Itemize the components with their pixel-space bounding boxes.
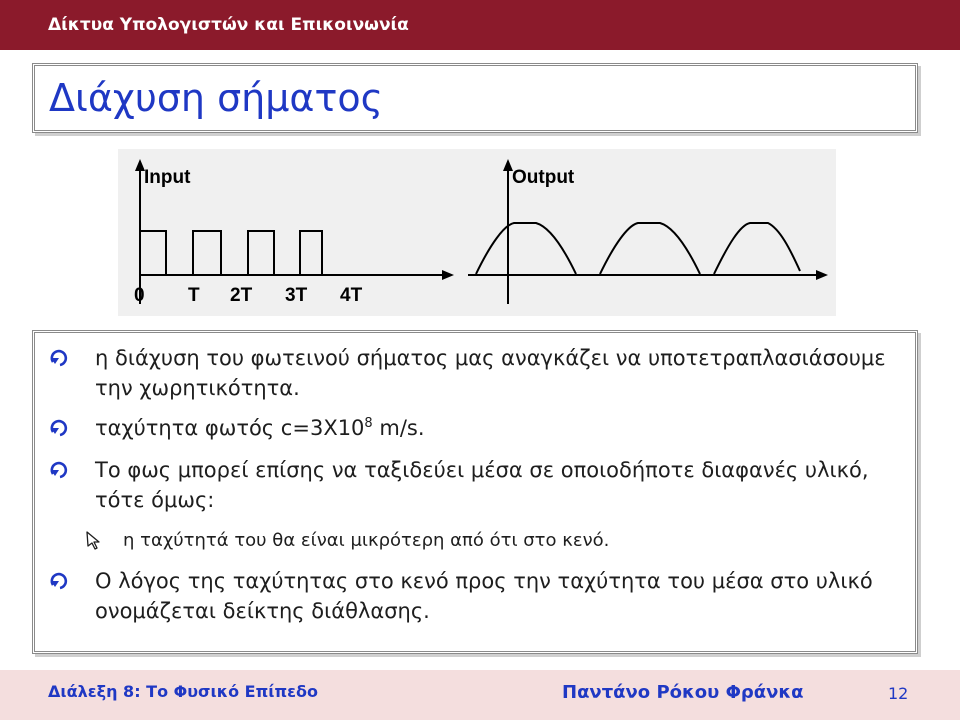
- input-label: Input: [144, 167, 191, 188]
- title-box: [32, 63, 918, 133]
- curved-arrow-icon: [49, 459, 71, 481]
- output-label: Output: [512, 167, 575, 188]
- tick-label-0: 0: [134, 285, 145, 306]
- sub-bullet-text: η ταχύτητά του θα είναι μικρότερη από ότι στο κενό.: [123, 530, 610, 551]
- bullet-text: Το φως μπορεί επίσης να ταξιδεύει μέσα σε οποιοδήποτε διαφανές υλικό, τότε όμως:: [95, 458, 869, 512]
- dispersion-diagram: [118, 149, 836, 316]
- input-pulse-train: [140, 231, 322, 275]
- hollow-arrow-icon: [85, 530, 105, 550]
- tick-label-3: 3T: [285, 285, 308, 306]
- output-x-arrow-icon: [816, 270, 828, 280]
- input-x-arrow-icon: [442, 270, 454, 280]
- output-pulse-3: [714, 223, 800, 274]
- author-name: Παντάνο Ρόκου Φράνκα: [562, 682, 804, 703]
- output-pulse-2: [600, 223, 700, 274]
- exponent: 8: [364, 416, 373, 431]
- speed-of-light-text: ταχύτητα φωτός c=3X10: [95, 416, 365, 440]
- footer-bar: [0, 670, 960, 720]
- speed-unit: m/s.: [372, 416, 425, 440]
- curved-arrow-icon: [49, 417, 71, 439]
- output-pulse-1: [476, 223, 576, 274]
- bullet-text: Ο λόγος της ταχύτητας στο κενό προς την ταχύτητα του μέσα στο υλικό ονομάζεται δείκτης διάθλασης.: [95, 569, 873, 623]
- page-number: 12: [888, 684, 909, 703]
- curved-arrow-icon: [49, 570, 71, 592]
- bullet-text: [95, 413, 905, 443]
- lecture-title: Διάλεξη 8: Το Φυσικό Επίπεδο: [48, 682, 319, 701]
- tick-label-1: T: [188, 285, 200, 306]
- slide-title: Διάχυση σήματος: [49, 76, 383, 120]
- bullet-text: η διάχυση του φωτεινού σήματος μας αναγκάζει να υποτετραπλασιάσουμε την χωρητικότητα.: [95, 346, 886, 400]
- content-box: [32, 330, 918, 654]
- curved-arrow-icon: [49, 347, 71, 369]
- course-title: Δίκτυα Υπολογιστών και Επικοινωνία: [48, 15, 409, 35]
- tick-label-4: 4T: [340, 285, 363, 306]
- header-bar: [0, 0, 960, 50]
- tick-label-2: 2T: [230, 285, 253, 306]
- dispersion-figure: [118, 149, 836, 316]
